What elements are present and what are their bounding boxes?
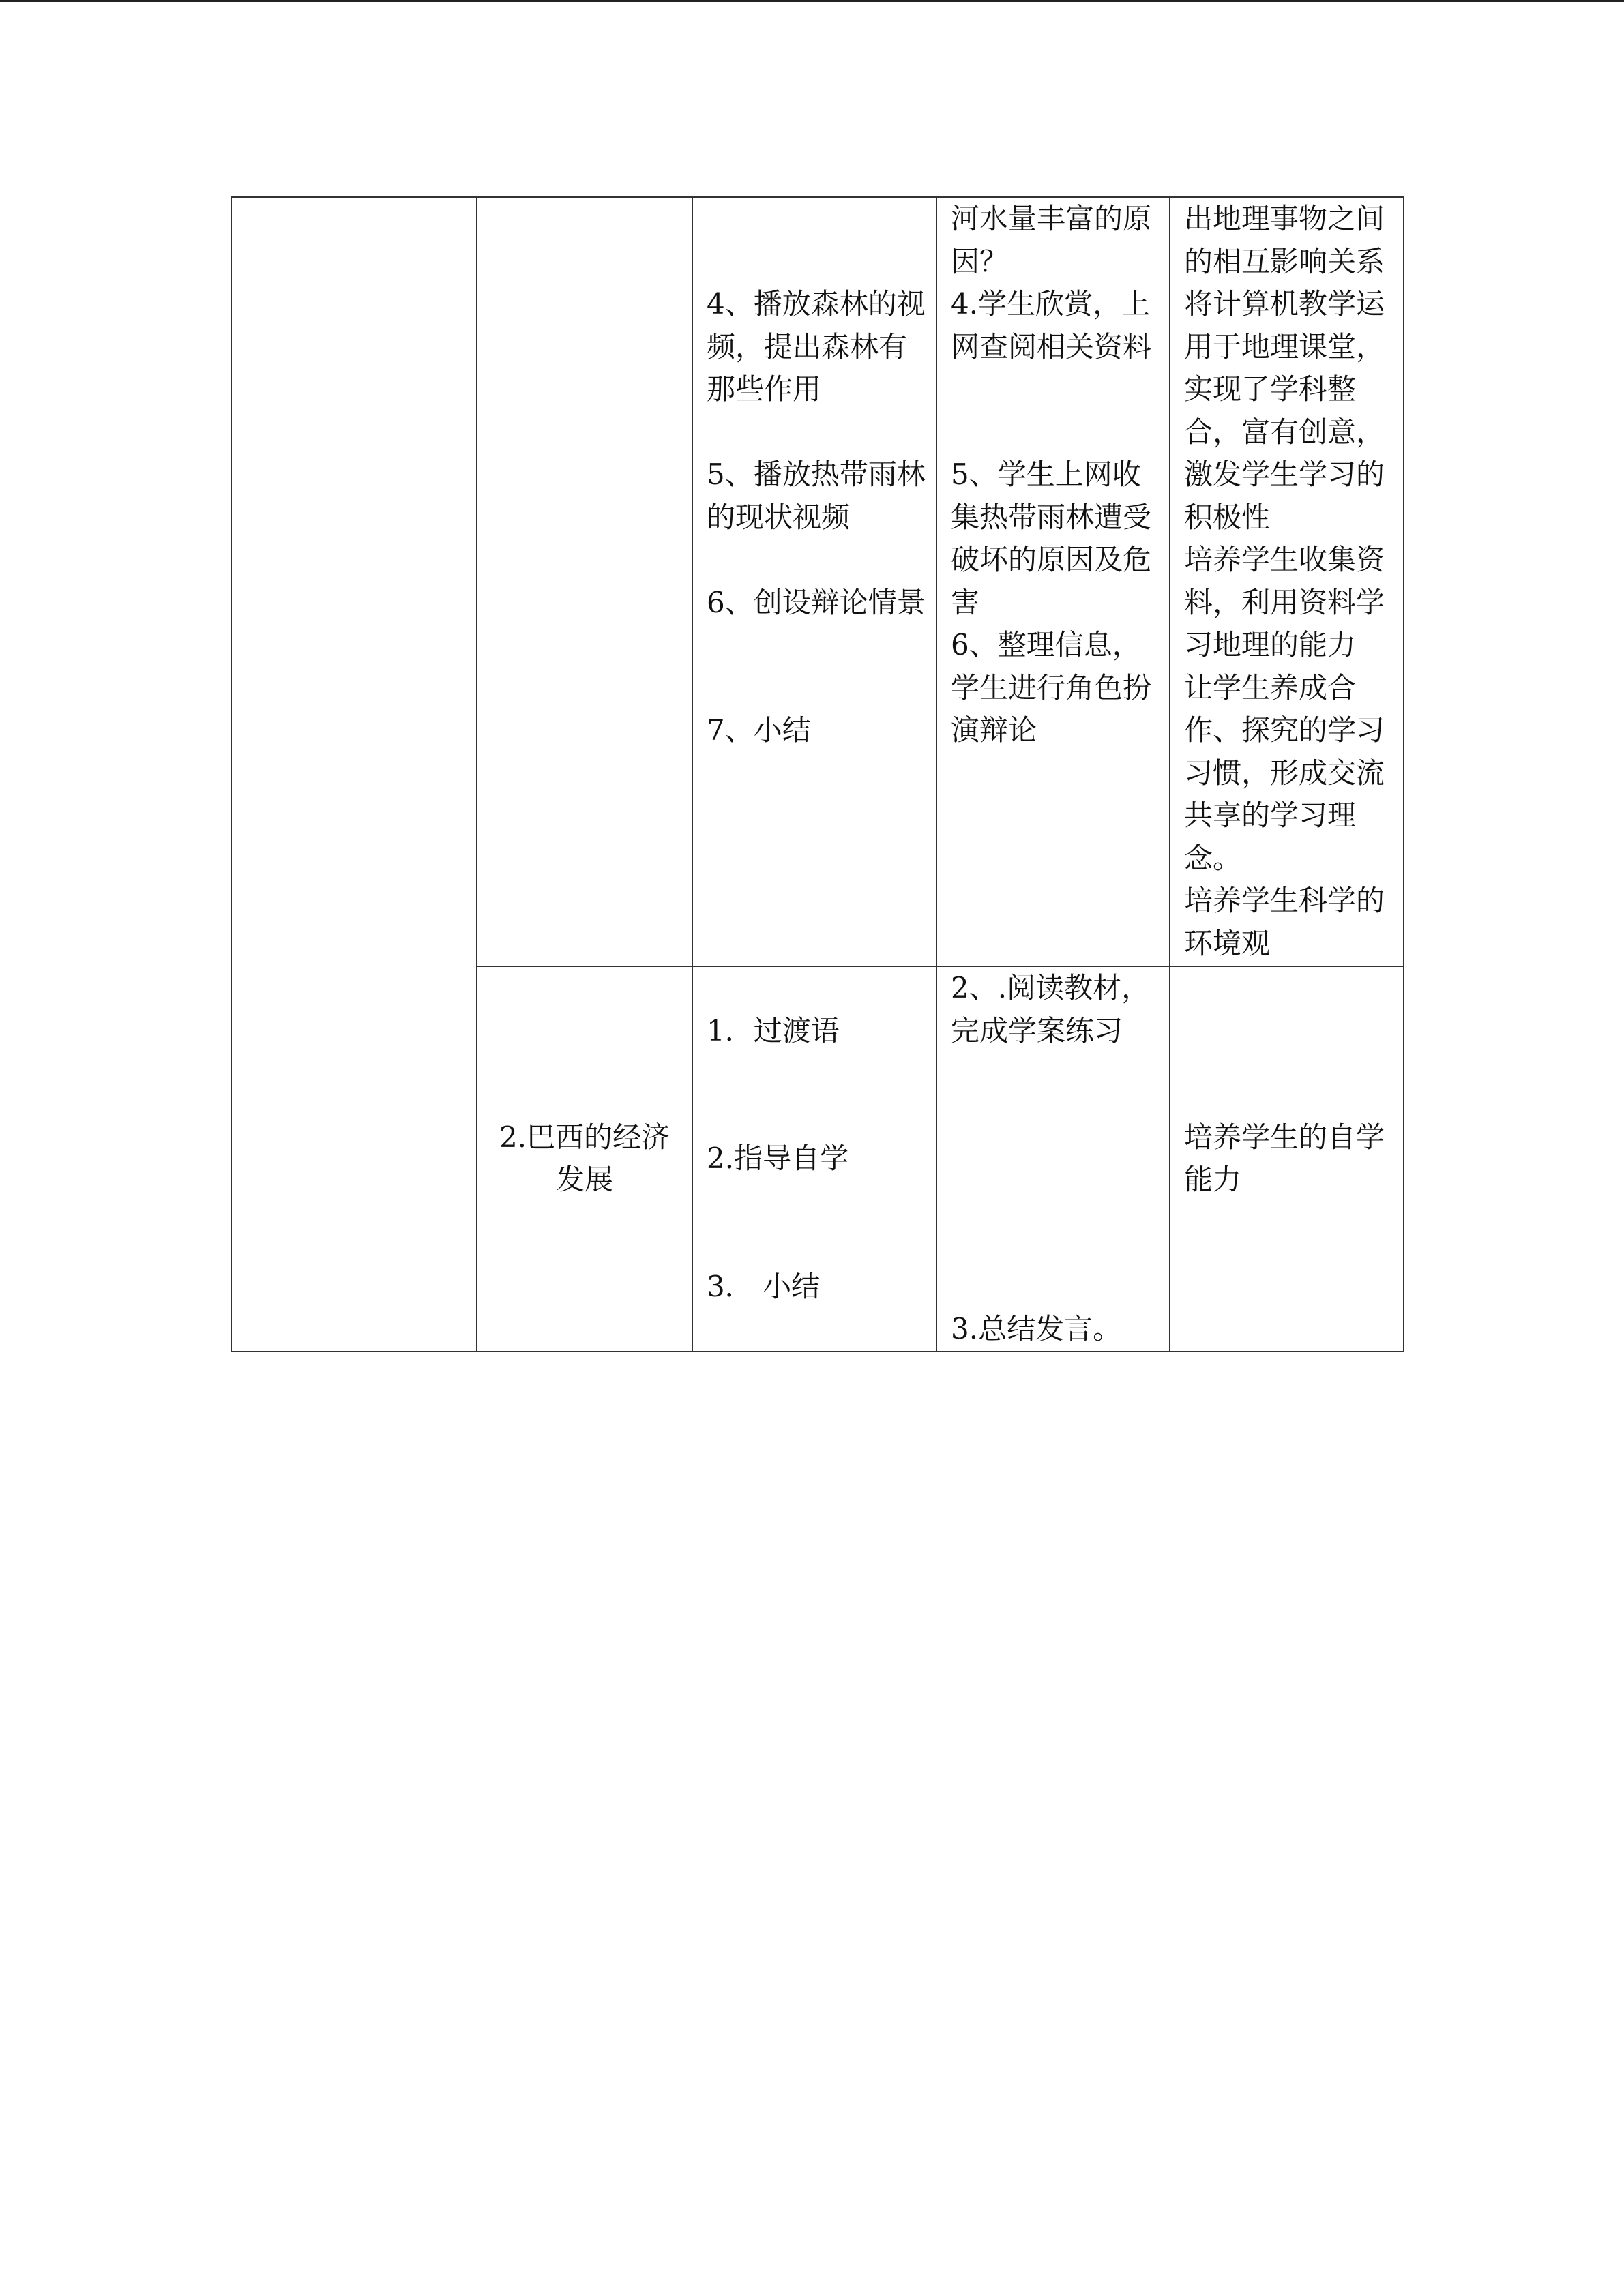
blank-line (707, 241, 922, 284)
text-line: 激发学生学习的 (1184, 458, 1385, 491)
text-line: 将计算机教学运 (1184, 287, 1385, 320)
text-line: 破坏的原因及危 (951, 543, 1152, 576)
text-line: 2.指导自学 (707, 1142, 849, 1175)
blank-line (951, 1137, 1155, 1180)
topic-lines (491, 1116, 678, 1202)
text-line: 2、.阅读教材， (951, 971, 1151, 1004)
text-line: 发展 (555, 1163, 613, 1197)
text-line: 的相互影响关系 (1184, 244, 1385, 278)
text-line: 习惯，形成交流 (1184, 756, 1385, 790)
blank-line (707, 411, 922, 454)
blank-line (707, 539, 922, 582)
blank-line (951, 368, 1155, 411)
text-line: 演辩论 (951, 713, 1037, 747)
text-line: 实现了学科整 (1184, 372, 1357, 406)
blank-line (707, 1180, 922, 1223)
text-line: 7、小结 (707, 713, 811, 747)
text-line: 频，提出森林有 (707, 329, 908, 363)
text-line: 5、学生上网收 (951, 458, 1141, 491)
text-line: 合，富有创意， (1184, 415, 1385, 449)
text-line: 培养学生的自学 (1184, 1120, 1385, 1154)
student-activity-cell (936, 966, 1170, 1352)
design-intent-lines (1184, 1116, 1389, 1202)
text-line: 的现状视频 (707, 500, 851, 534)
blank-line (951, 1180, 1155, 1223)
blank-line (951, 1095, 1155, 1138)
text-line: 学生进行角色扮 (951, 670, 1152, 704)
page-top-rule (0, 0, 1624, 2)
design-intent-cell (1170, 966, 1404, 1352)
blank-line (951, 1223, 1155, 1266)
blank-line (707, 1052, 922, 1095)
text-line: 集热带雨林遭受 (951, 500, 1152, 534)
text-line: 习地理的能力 (1184, 628, 1357, 661)
text-line: 共享的学习理 (1184, 799, 1357, 832)
text-line: 1．过渡语 (707, 1013, 840, 1047)
blank-line (951, 411, 1155, 454)
text-line: 培养学生收集资 (1184, 543, 1385, 576)
text-line: 因？ (951, 244, 1009, 278)
student-activity-lines (951, 967, 1155, 1351)
text-line: 2.巴西的经济 (499, 1120, 670, 1154)
lesson-plan-table (231, 196, 1404, 1352)
blank-line (951, 1052, 1155, 1095)
stage-cell (231, 197, 477, 1352)
blank-line (707, 967, 922, 1010)
design-intent-cell (1170, 197, 1404, 966)
text-line: 用于地理课堂， (1184, 329, 1385, 363)
topic-cell (477, 966, 692, 1352)
text-line: 念。 (1184, 841, 1242, 875)
text-line: 网查阅相关资料 (951, 329, 1152, 363)
text-line: 培养学生科学的 (1184, 884, 1385, 917)
student-activity-cell (936, 197, 1170, 966)
topic-cell (477, 197, 692, 966)
student-activity-lines (951, 198, 1155, 752)
text-line: 3． 小结 (707, 1269, 821, 1303)
blank-line (707, 667, 922, 710)
text-line: 出地理事物之间 (1184, 202, 1385, 235)
teacher-activity-cell (692, 966, 936, 1352)
blank-line (951, 1266, 1155, 1309)
text-line: 让学生养成合 (1184, 670, 1357, 704)
text-line: 4、播放森林的视 (707, 287, 926, 320)
blank-line (707, 1095, 922, 1138)
text-line: 积极性 (1184, 500, 1271, 534)
design-intent-lines (1184, 198, 1389, 965)
blank-line (707, 198, 922, 241)
teacher-activity-lines (707, 198, 926, 752)
text-line: 那些作用 (707, 372, 822, 406)
text-line: 作、探究的学习 (1184, 713, 1385, 747)
text-line: 环境观 (1184, 926, 1271, 960)
blank-line (707, 624, 922, 667)
text-line: 4.学生欣赏，上 (951, 287, 1151, 320)
table-row (231, 197, 1404, 966)
text-line: 能力 (1184, 1163, 1242, 1197)
text-line: 完成学案练习 (951, 1013, 1123, 1047)
teacher-activity-cell (692, 197, 936, 966)
text-line: 5、播放热带雨林 (707, 458, 926, 491)
text-line: 3.总结发言。 (951, 1312, 1122, 1345)
text-line: 料，利用资料学 (1184, 585, 1385, 619)
text-line: 6、整理信息， (951, 628, 1141, 661)
text-line: 6、创设辩论情景 (707, 585, 926, 619)
blank-line (707, 1223, 922, 1266)
text-line: 害 (951, 585, 980, 619)
teacher-activity-lines (707, 967, 922, 1308)
text-line: 河水量丰富的原 (951, 202, 1152, 235)
